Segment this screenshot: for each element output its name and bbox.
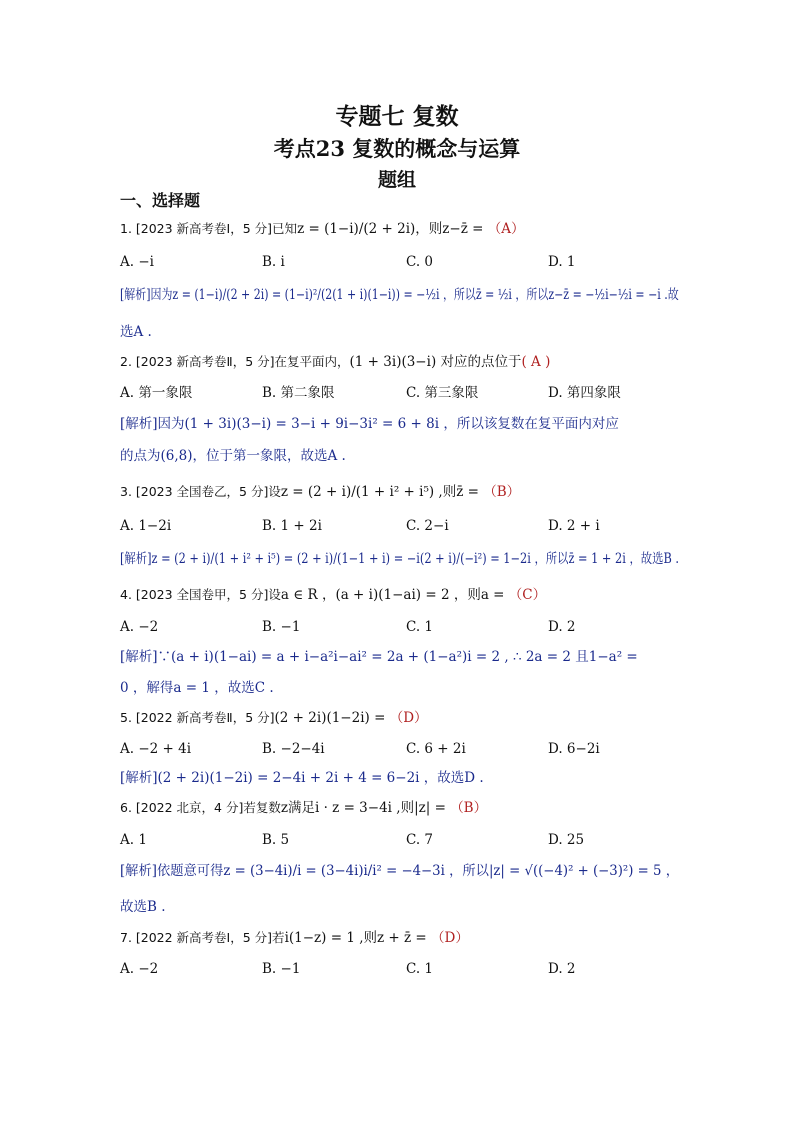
page-group-label: 题组 (377, 169, 416, 191)
answer-label: （B） (450, 800, 488, 816)
question-math: i(1−z) = 1 ,则z + z̄ = (284, 930, 432, 946)
question-stem (120, 219, 524, 239)
analysis-line: [解析](2 + 2i)(1−2i) = 2−4i + 2i + 4 = 6−2i ，故选D . (120, 770, 484, 786)
option-a: A. 1 (120, 832, 147, 848)
answer-label: （C） (508, 587, 547, 603)
question-source: 2. [2023 新高考卷Ⅱ，5 分]在复平面内， (120, 354, 350, 369)
option-b: B. 5 (262, 832, 290, 848)
question-source: 4. [2023 全国卷甲，5 分]设 (120, 587, 281, 602)
option-c: C. 7 (406, 832, 434, 848)
option-d: D. 1 (548, 254, 576, 270)
section-title: 一、选择题 (120, 191, 201, 210)
question-source: 7. [2022 新高考卷Ⅰ，5 分]若 (120, 930, 285, 945)
option-c: C. 第三象限 (406, 385, 479, 401)
option-b: B. 1 + 2i (262, 518, 322, 534)
analysis-line: [解析]z = (2 + i)/(1 + i² + i⁵) = (2 + i)/(1−1 + i) = −i(2 + i)/(−i²) = 1−2i ，所以z̄ = 1 + 2i ，故选B . (120, 551, 679, 567)
option-c: C. 2−i (406, 518, 449, 534)
question-stem (120, 352, 550, 372)
option-d: D. 2 (548, 961, 576, 977)
analysis-line: 故选B . (120, 899, 166, 915)
answer-label: （D） (431, 930, 469, 946)
option-c: C. 1 (406, 961, 434, 977)
option-a: A. −i (120, 254, 154, 270)
analysis-line: 0 ，解得a = 1 ，故选C . (120, 680, 274, 696)
option-d: D. 6−2i (548, 741, 600, 757)
option-d: D. 25 (548, 832, 585, 848)
analysis-line: [解析]因为(1 + 3i)(3−i) = 3−i + 9i−3i² = 6 + 8i ，所以该复数在复平面内对应 (120, 416, 619, 432)
option-d: D. 2 + i (548, 518, 600, 534)
question-math: a ∈ R ，(a + i)(1−ai) = 2 ，则a = (280, 587, 509, 603)
option-b: B. −2−4i (262, 741, 325, 757)
question-math: z = (2 + i)/(1 + i² + i⁵) ,则z̄ = (280, 484, 484, 500)
analysis-line: [解析]依题意可得z = (3−4i)/i = (3−4i)i/i² = −4−3i ，所以|z| = √((−4)² + (−3)²) = 5 ， (120, 863, 679, 879)
analysis-line: 选A . (120, 324, 152, 340)
answer-label: （B） (483, 484, 521, 500)
question-stem (120, 708, 428, 728)
option-b: B. i (262, 254, 285, 270)
option-a: A. −2 (120, 961, 159, 977)
answer-label: （D） (389, 710, 428, 726)
analysis-line: [解析]∵(a + i)(1−ai) = a + i−a²i−ai² = 2a + (1−a²)i = 2 , ∴ 2a = 2 且1−a² = (120, 649, 638, 665)
analysis-line: 的点为(6,8)，位于第一象限，故选A . (120, 448, 346, 464)
option-a: A. 第一象限 (120, 385, 193, 401)
question-stem (120, 585, 546, 605)
question-source: 6. [2022 北京，4 分]若复数 (120, 800, 281, 815)
answer-label: （A） (487, 221, 525, 237)
option-c: C. 1 (406, 619, 434, 635)
question-stem (120, 928, 469, 948)
question-source: 5. [2022 新高考卷Ⅱ，5 分] (120, 710, 275, 725)
question-source: 1. [2023 新高考卷Ⅰ，5 分]已知 (120, 221, 298, 236)
option-b: B. 第二象限 (262, 385, 335, 401)
question-stem (120, 482, 520, 502)
analysis-line: [解析]因为z = (1−i)/(2 + 2i) = (1−i)²/(2(1 + i)(1−i)) = −½i ，所以z̄ = ½i ，所以z−z̄ = −½i−½i = −i .故 (120, 287, 679, 303)
option-d: D. 第四象限 (548, 385, 621, 401)
page-title: 专题七 复数 (335, 103, 459, 130)
answer-label: ( A ) (521, 354, 551, 370)
question-math: (1 + 3i)(3−i) 对应的点位于 (349, 354, 522, 370)
option-a: A. −2 (120, 619, 159, 635)
option-b: B. −1 (262, 961, 301, 977)
option-c: C. 0 (406, 254, 434, 270)
option-d: D. 2 (548, 619, 576, 635)
question-math: (2 + 2i)(1−2i) = (274, 710, 390, 726)
option-b: B. −1 (262, 619, 301, 635)
question-stem (120, 798, 487, 818)
question-source: 3. [2023 全国卷乙，5 分]设 (120, 484, 281, 499)
page-subtitle: 考点23 复数的概念与运算 (273, 136, 521, 161)
option-c: C. 6 + 2i (406, 741, 466, 757)
option-a: A. −2 + 4i (120, 741, 192, 757)
question-math: z满足i · z = 3−4i ,则|z| = (280, 800, 451, 816)
question-math: z = (1−i)/(2 + 2i)，则z−z̄ = (297, 221, 488, 237)
option-a: A. 1−2i (120, 518, 172, 534)
